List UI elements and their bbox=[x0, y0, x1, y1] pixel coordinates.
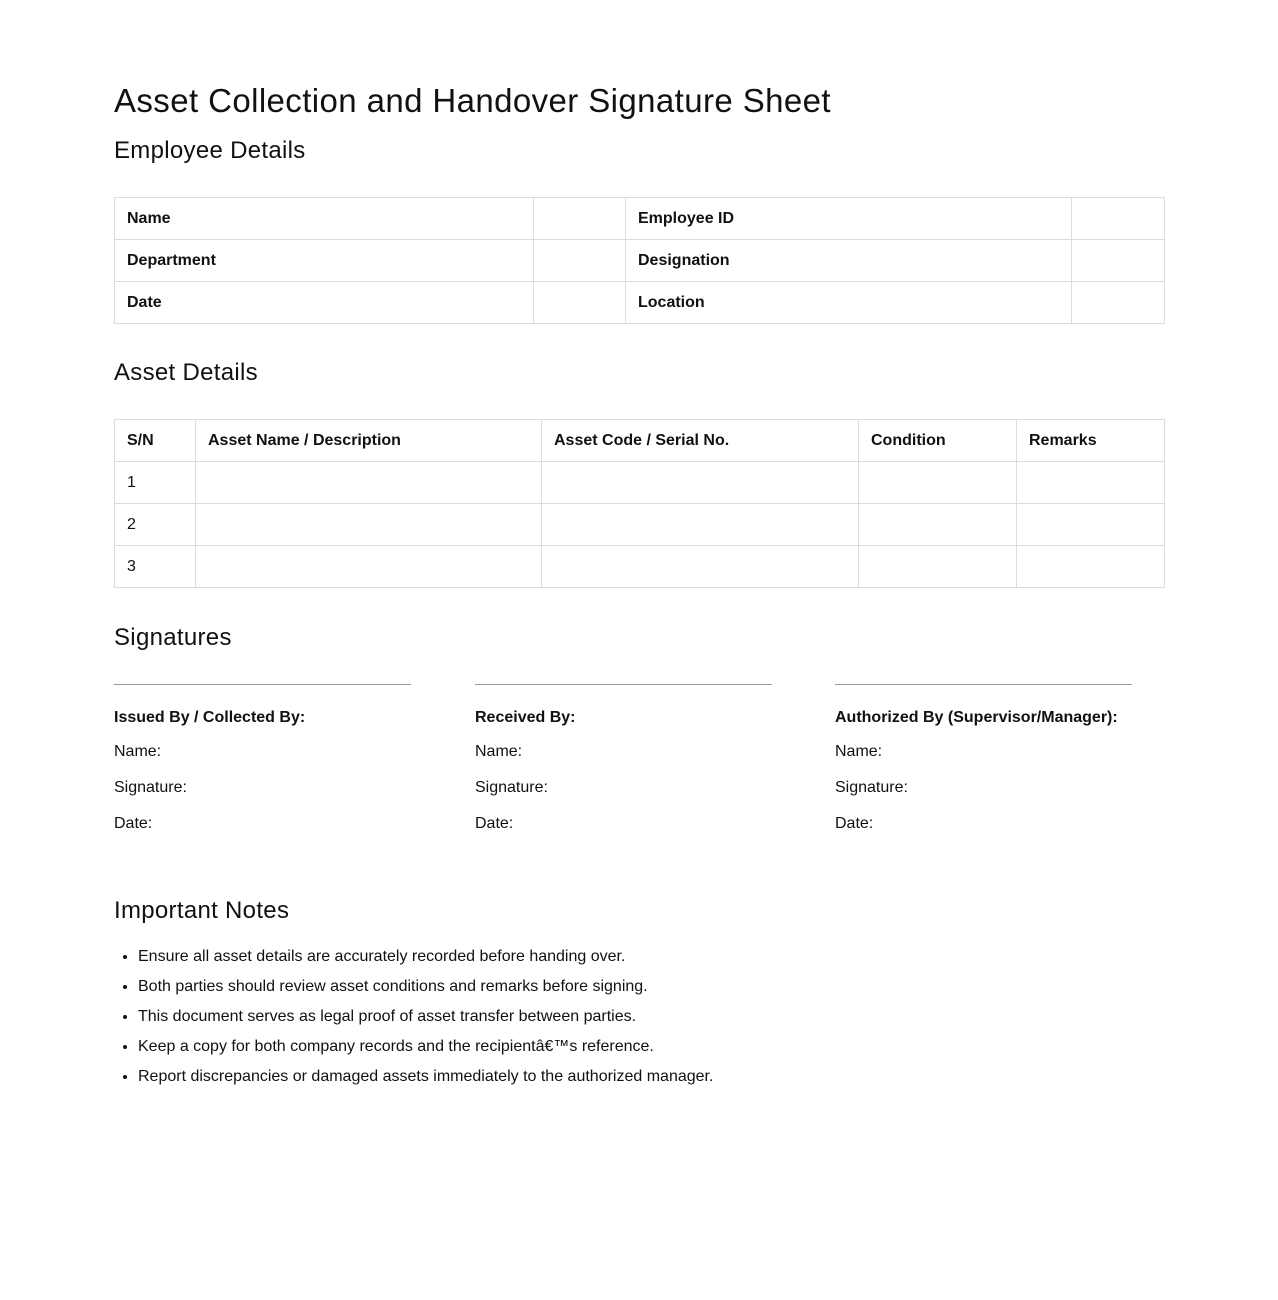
department-value[interactable] bbox=[534, 240, 626, 282]
asset-remarks-cell[interactable] bbox=[1017, 462, 1165, 504]
designation-label: Designation bbox=[626, 240, 1072, 282]
column-header-condition: Condition bbox=[859, 420, 1017, 462]
location-label: Location bbox=[626, 282, 1072, 324]
location-value[interactable] bbox=[1072, 282, 1165, 324]
asset-details-heading: Asset Details bbox=[114, 359, 258, 386]
list-item: • Keep a copy for both company records and the recipientâ€™s reference. bbox=[138, 1036, 1138, 1066]
important-notes-heading: Important Notes bbox=[114, 897, 290, 924]
signature-signature-label: Signature: bbox=[475, 779, 548, 796]
signature-line[interactable] bbox=[475, 684, 772, 685]
important-notes-list bbox=[114, 946, 1138, 1096]
designation-value[interactable] bbox=[1072, 240, 1165, 282]
signature-block-title: Issued By / Collected By: bbox=[114, 709, 306, 726]
signature-block-authorized bbox=[835, 684, 1132, 835]
signature-signature-label: Signature: bbox=[835, 779, 908, 796]
signatures-heading: Signatures bbox=[114, 624, 232, 651]
list-item: • Report discrepancies or damaged assets immediately to the authorized manager. bbox=[138, 1066, 1138, 1096]
signature-date-label: Date: bbox=[114, 815, 153, 832]
signature-block-issued bbox=[114, 684, 411, 835]
table-row bbox=[115, 462, 1165, 504]
asset-condition-cell[interactable] bbox=[859, 462, 1017, 504]
employee-name-label: Name bbox=[115, 198, 534, 240]
signature-name-label: Name: bbox=[475, 743, 523, 760]
signature-line[interactable] bbox=[114, 684, 411, 685]
column-header-remarks: Remarks bbox=[1017, 420, 1165, 462]
table-row bbox=[115, 240, 1165, 282]
signature-block-received bbox=[475, 684, 772, 835]
signature-date-label: Date: bbox=[475, 815, 514, 832]
signature-name-label: Name: bbox=[835, 743, 883, 760]
employee-id-value[interactable] bbox=[1072, 198, 1165, 240]
table-row bbox=[115, 198, 1165, 240]
employee-id-label: Employee ID bbox=[626, 198, 1072, 240]
table-row bbox=[115, 546, 1165, 588]
employee-details-heading: Employee Details bbox=[114, 137, 306, 164]
asset-name-cell[interactable] bbox=[196, 462, 542, 504]
asset-remarks-cell[interactable] bbox=[1017, 546, 1165, 588]
signature-date-label: Date: bbox=[835, 815, 874, 832]
signature-line[interactable] bbox=[835, 684, 1132, 685]
signature-block-title: Authorized By (Supervisor/Manager): bbox=[835, 709, 1118, 726]
asset-sn-cell: 3 bbox=[115, 546, 196, 588]
employee-name-value[interactable] bbox=[534, 198, 626, 240]
asset-code-cell[interactable] bbox=[542, 504, 859, 546]
asset-condition-cell[interactable] bbox=[859, 546, 1017, 588]
table-header-row bbox=[115, 420, 1165, 462]
employee-details-table bbox=[114, 197, 1165, 324]
list-item: • Ensure all asset details are accurately recorded before handing over. bbox=[138, 946, 1138, 976]
asset-code-cell[interactable] bbox=[542, 546, 859, 588]
asset-sn-cell: 2 bbox=[115, 504, 196, 546]
asset-remarks-cell[interactable] bbox=[1017, 504, 1165, 546]
list-item: • This document serves as legal proof of asset transfer between parties. bbox=[138, 1006, 1138, 1036]
column-header-asset-name: Asset Name / Description bbox=[196, 420, 542, 462]
signature-block-title: Received By: bbox=[475, 709, 576, 726]
asset-details-table bbox=[114, 419, 1165, 588]
asset-code-cell[interactable] bbox=[542, 462, 859, 504]
date-value[interactable] bbox=[534, 282, 626, 324]
table-row bbox=[115, 282, 1165, 324]
asset-name-cell[interactable] bbox=[196, 546, 542, 588]
column-header-asset-code: Asset Code / Serial No. bbox=[542, 420, 859, 462]
date-label: Date bbox=[115, 282, 534, 324]
column-header-sn: S/N bbox=[115, 420, 196, 462]
signature-signature-label: Signature: bbox=[114, 779, 187, 796]
department-label: Department bbox=[115, 240, 534, 282]
list-item: • Both parties should review asset conditions and remarks before signing. bbox=[138, 976, 1138, 1006]
signature-name-label: Name: bbox=[114, 743, 162, 760]
page-title: Asset Collection and Handover Signature Sheet bbox=[114, 82, 831, 119]
asset-name-cell[interactable] bbox=[196, 504, 542, 546]
asset-sn-cell: 1 bbox=[115, 462, 196, 504]
asset-condition-cell[interactable] bbox=[859, 504, 1017, 546]
table-row bbox=[115, 504, 1165, 546]
